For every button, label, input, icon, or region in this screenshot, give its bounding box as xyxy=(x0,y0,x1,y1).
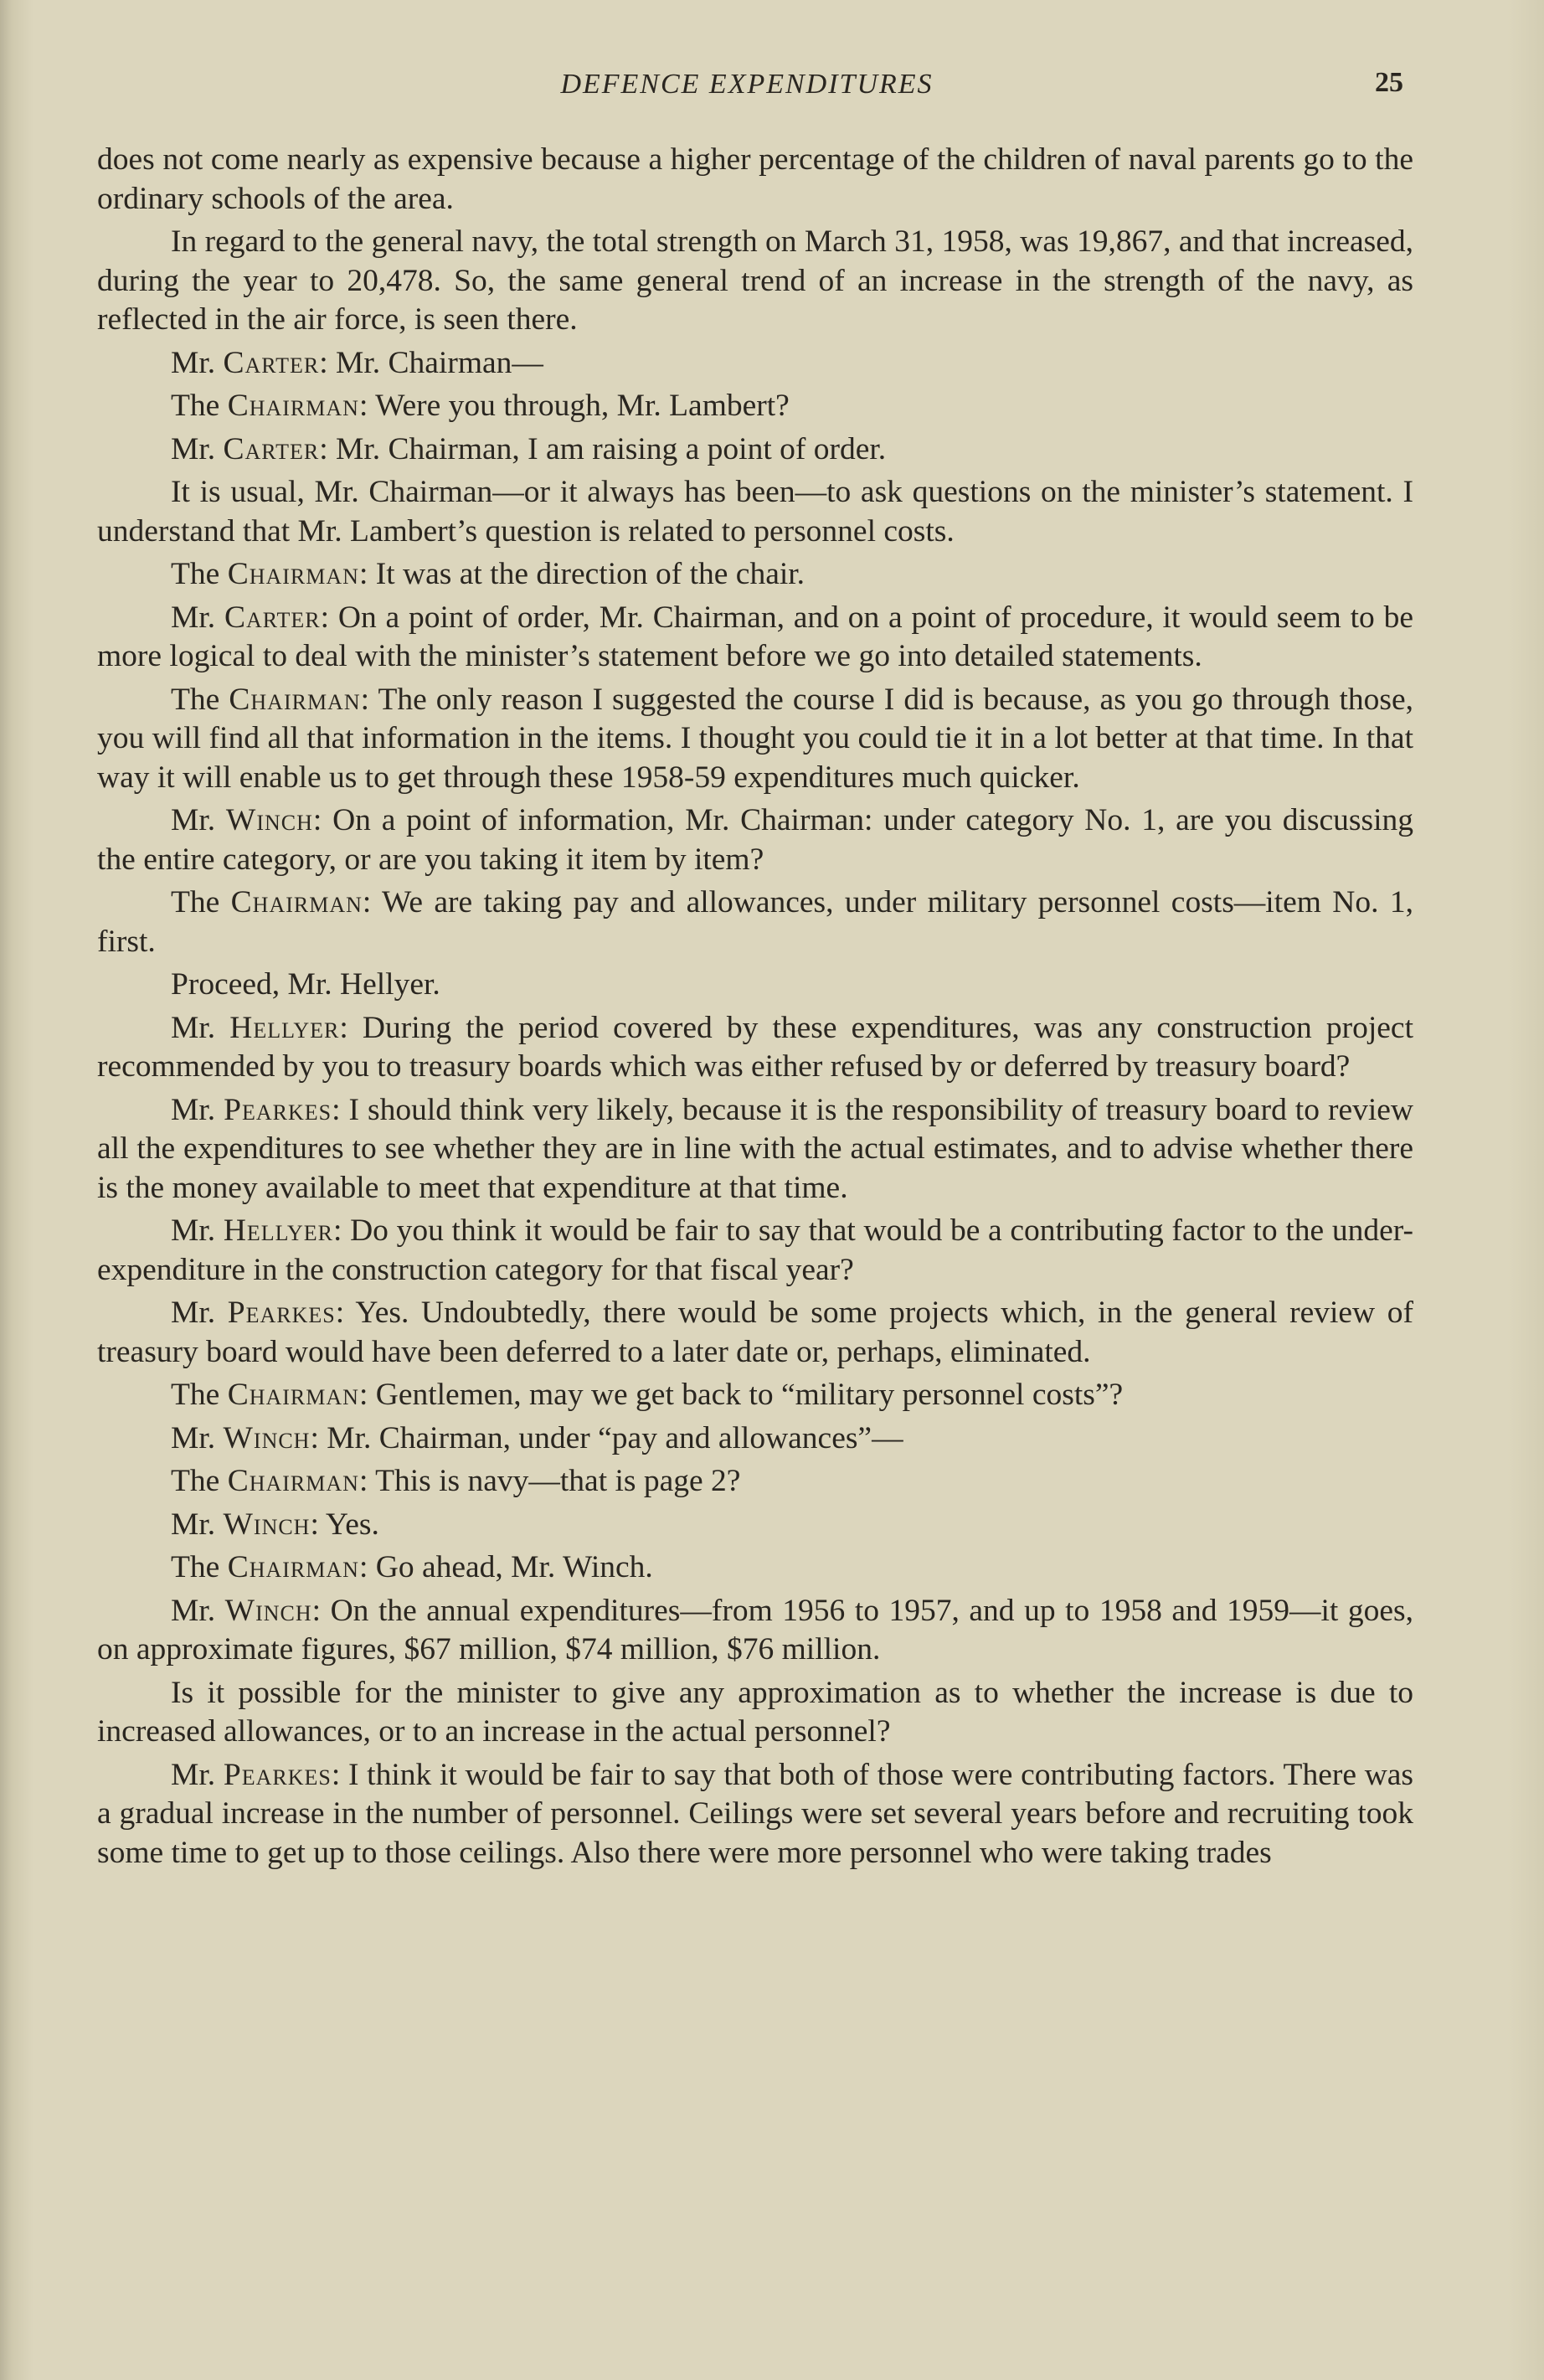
paragraph: The Chairman: Go ahead, Mr. Winch. xyxy=(171,1550,653,1584)
paragraph-text: It is usual, Mr. Chairman—or it always has been—to ask questions on the minister’s statement. I understand that Mr. Lambert’s question is related to personnel costs. xyxy=(97,475,1413,549)
speaker-name: Winch xyxy=(223,1507,311,1542)
paragraph-text: It was at the direction of the chair. xyxy=(375,557,805,591)
speaker-name: Winch xyxy=(224,1593,312,1628)
paragraph-text: does not come nearly as expensive because a higher percentage of the children of naval parents go to the ordinary schools of the area. xyxy=(97,142,1413,216)
paragraph-text: Were you through, Mr. Lambert? xyxy=(375,389,790,423)
paragraph-text: We are taking pay and allowances, under military personnel costs—item No. 1, first. xyxy=(97,885,1413,959)
speaker-name: Chairman xyxy=(227,557,359,591)
paragraph: Mr. Hellyer: During the period covered by these expenditures, was any construction project recommended by you to treasury boards which was either refused by or deferred by treasury board? xyxy=(97,1010,1413,1084)
paragraph-text: I think it would be fair to say that both of those were contributing factors. There was a gradual increase in the number of personnel. Ceilings were set several years before and recruiting took some time to get up to those ceilings. Also there were more personnel who were taking trades xyxy=(97,1757,1414,1870)
page-number: 25 xyxy=(1375,67,1403,98)
paragraph: The Chairman: It was at the direction of the chair. xyxy=(171,557,805,591)
paragraph-text: Yes. xyxy=(325,1507,379,1542)
paragraph: The Chairman: Gentlemen, may we get back to “military personnel costs”? xyxy=(171,1378,1124,1412)
paragraph-text: Do you think it would be fair to say that would be a contributing factor to the under-expenditure in the construction category for that fiscal year? xyxy=(97,1213,1413,1287)
speaker-name: Chairman xyxy=(227,389,359,423)
paragraph-text: Mr. Chairman— xyxy=(336,345,543,380)
paragraph-text: In regard to the general navy, the total strength on March 31, 1958, was 19,867, and that increased, during the year to 20,478. So, the same general trend of an increase in the strength of the navy, as reflected in the air force, is seen there. xyxy=(97,224,1413,337)
speaker-name: Winch xyxy=(223,1420,311,1455)
paragraph: Mr. Carter: Mr. Chairman— xyxy=(171,345,543,380)
paragraph: Mr. Hellyer: Do you think it would be fair to say that would be a contributing factor to the under-expenditure in the construction category for that fiscal year? xyxy=(97,1213,1413,1287)
page-header xyxy=(0,65,1544,107)
paragraph: Mr. Pearkes: I should think very likely, because it is the responsibility of treasury board to review all the expenditures to see whether they are in line with the actual estimates, and to advise whether there is the money available to meet that expenditure at that time. xyxy=(97,1092,1413,1205)
speaker-name: Chairman xyxy=(227,1550,359,1584)
speaker-name: Carter xyxy=(223,431,320,466)
paragraph: Mr. Winch: On the annual expenditures—from 1956 to 1957, and up to 1958 and 1959—it goes, on approximate figures, $67 million, $74 million, $76 million. xyxy=(97,1593,1413,1667)
paragraph-text: Gentlemen, may we get back to “military personnel costs”? xyxy=(375,1378,1124,1412)
paragraph-text: Is it possible for the minister to give any approximation as to whether the increase is due to increased allowances, or to an increase in the actual personnel? xyxy=(97,1675,1413,1749)
paragraph: Mr. Winch: Yes. xyxy=(171,1507,379,1542)
speaker-name: Chairman xyxy=(227,1378,359,1412)
speaker-name: Pearkes xyxy=(223,1757,332,1792)
paragraph-text: On a point of information, Mr. Chairman: under category No. 1, are you discussing the entire category, or are you taking it item by item? xyxy=(97,803,1413,877)
paragraph xyxy=(97,223,1413,340)
paragraph: Mr. Winch: On a point of information, Mr. Chairman: under category No. 1, are you discussing the entire category, or are you taking it item by item? xyxy=(97,803,1413,877)
paragraph xyxy=(97,966,1413,1005)
speaker-name: Chairman xyxy=(230,885,363,920)
paragraph xyxy=(97,473,1413,551)
paragraph-text: Mr. Chairman, under “pay and allowances”— xyxy=(327,1420,903,1455)
speaker-name: Carter xyxy=(224,600,321,635)
speaker-name: Chairman xyxy=(227,1464,359,1498)
paragraph: Mr. Pearkes: I think it would be fair to say that both of those were contributing factors. There was a gradual increase in the number of personnel. Ceilings were set several years before and recruiting took some time to get up to those ceilings. Also there were more personnel who were taking trades xyxy=(97,1757,1414,1870)
paragraph: The Chairman: This is navy—that is page 2? xyxy=(171,1464,741,1498)
paragraph: Mr. Carter: On a point of order, Mr. Chairman, and on a point of procedure, it would seem to be more logical to deal with the minister’s statement before we go into detailed statements. xyxy=(97,600,1413,673)
speaker-name: Pearkes xyxy=(224,1092,332,1127)
paragraph: The Chairman: The only reason I suggested the course I did is because, as you go through those, you will find all that information in the items. I thought you could tie it in a lot better at that time. In that way it will enable us to get through these 1958-59 expenditures much quicker. xyxy=(97,682,1413,795)
paragraph xyxy=(97,1674,1413,1752)
paragraph-text: On the annual expenditures—from 1956 to 1957, and up to 1958 and 1959—it goes, on approximate figures, $67 million, $74 million, $76 million. xyxy=(97,1593,1413,1667)
paragraph-text: Proceed, Mr. Hellyer. xyxy=(171,967,440,1002)
paragraph-text: On a point of order, Mr. Chairman, and on a point of procedure, it would seem to be more logical to deal with the minister’s statement before we go into detailed statements. xyxy=(97,600,1413,673)
paragraph: The Chairman: Were you through, Mr. Lambert? xyxy=(171,389,790,423)
speaker-name: Winch xyxy=(225,803,313,837)
running-title: DEFENCE EXPENDITURES xyxy=(560,69,934,100)
paragraph-text: I should think very likely, because it is the responsibility of treasury board to review all the expenditures to see whether they are in line with the actual estimates, and to advise whether there is the money available to meet that expenditure at that time. xyxy=(97,1092,1413,1205)
paragraph-text: During the period covered by these expenditures, was any construction project recommended by you to treasury boards which was either refused by or deferred by treasury board? xyxy=(97,1010,1413,1084)
speaker-name: Hellyer xyxy=(223,1213,333,1248)
paragraph: Mr. Pearkes: Yes. Undoubtedly, there would be some projects which, in the general review of treasury board would have been deferred to a later date or, perhaps, eliminated. xyxy=(97,1296,1413,1369)
paragraph-text: This is navy—that is page 2? xyxy=(375,1464,741,1498)
speaker-name: Chairman xyxy=(229,682,361,717)
paragraph xyxy=(97,141,1413,219)
paragraph: Mr. Carter: Mr. Chairman, I am raising a point of order. xyxy=(171,431,887,466)
paragraph-text: The only reason I suggested the course I did is because, as you go through those, you will find all that information in the items. I thought you could tie it in a lot better at that time. In that way it will enable us to get through these 1958-59 expenditures much quicker. xyxy=(97,682,1413,795)
paragraph: The Chairman: We are taking pay and allowances, under military personnel costs—item No. 1, first. xyxy=(97,885,1413,959)
speaker-name: Pearkes xyxy=(227,1296,336,1330)
paragraph: Mr. Winch: Mr. Chairman, under “pay and allowances”— xyxy=(171,1420,903,1455)
paragraph-text: Yes. Undoubtedly, there would be some projects which, in the general review of treasury board would have been deferred to a later date or, perhaps, eliminated. xyxy=(97,1296,1413,1369)
paragraph-text: Go ahead, Mr. Winch. xyxy=(375,1550,653,1584)
speaker-name: Carter xyxy=(223,345,320,380)
speaker-name: Hellyer xyxy=(229,1010,340,1045)
paragraph-text: Mr. Chairman, I am raising a point of order. xyxy=(336,431,887,466)
body-text xyxy=(97,141,1413,1877)
